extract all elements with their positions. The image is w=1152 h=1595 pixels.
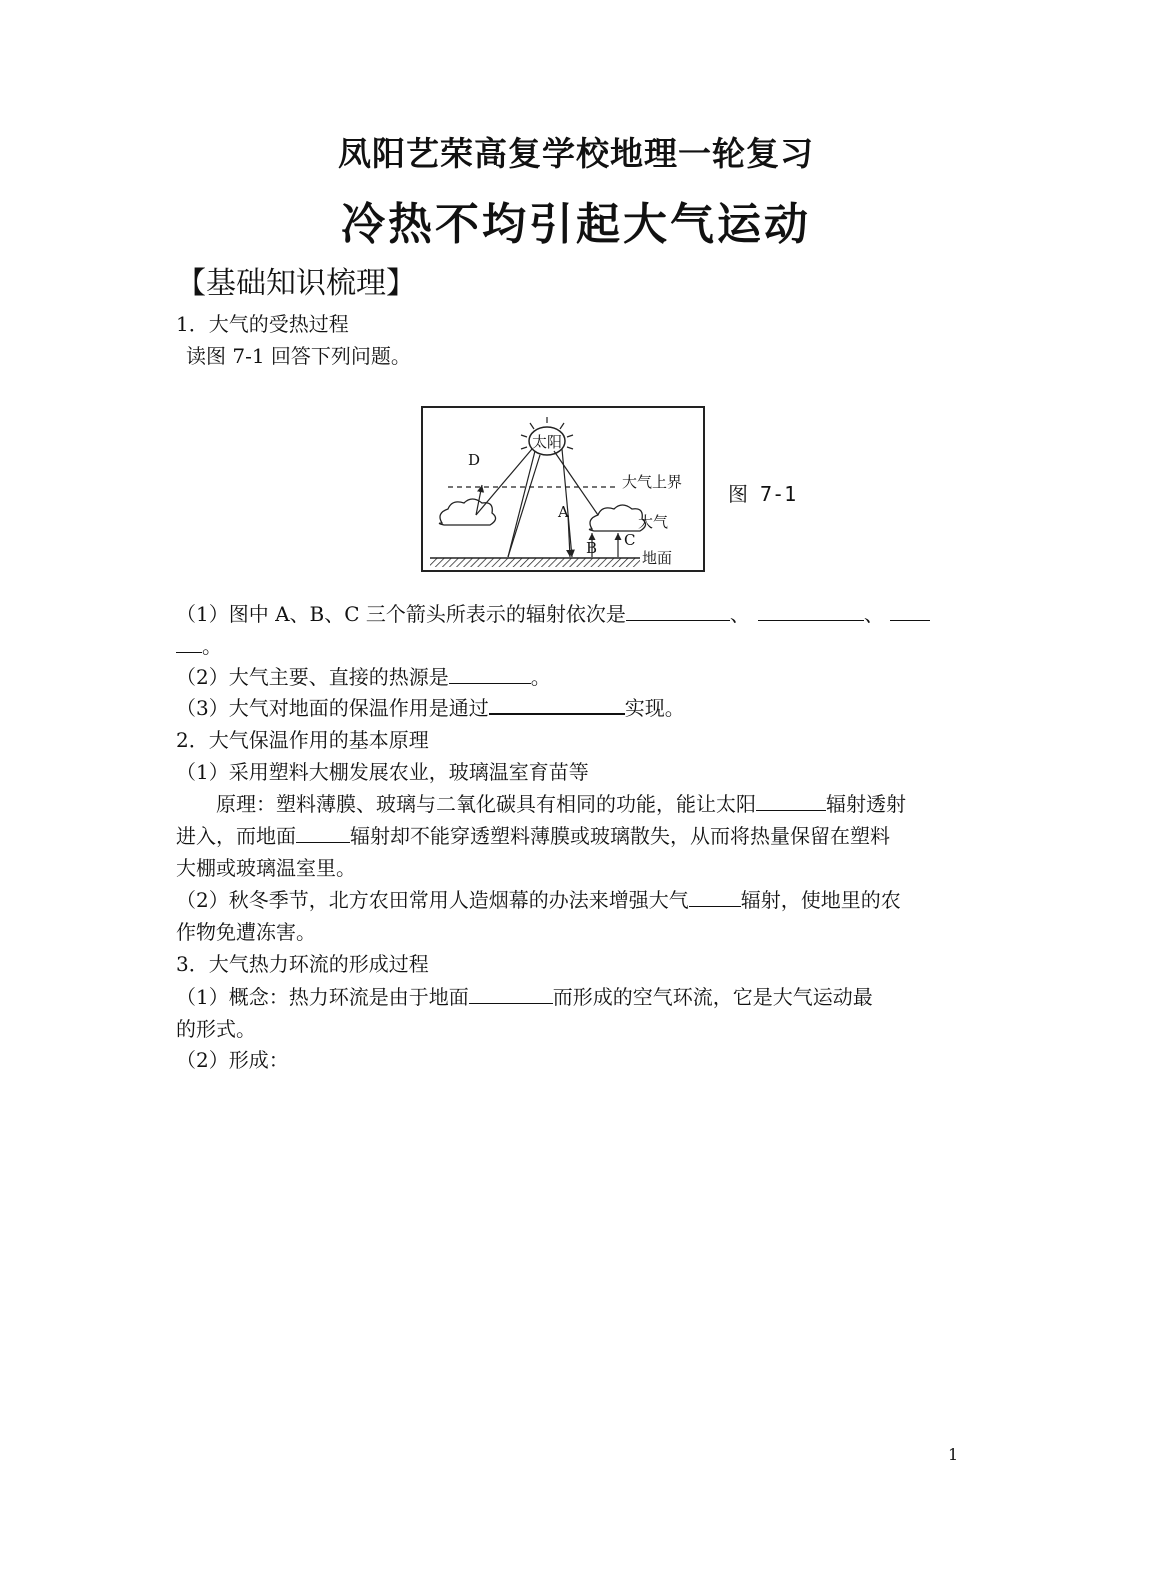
answer-blank[interactable]: [296, 822, 350, 843]
answer-blank[interactable]: [890, 600, 930, 621]
section-heading: 【基础知识梳理】: [176, 266, 416, 301]
figure-intro: 读图 7-1 回答下列问题。: [186, 344, 411, 368]
page-number: 1: [948, 1445, 959, 1464]
label-d: D: [468, 451, 481, 469]
label-b: B: [586, 539, 598, 557]
text: 进入，而地面: [176, 824, 296, 848]
answer-blank[interactable]: [469, 983, 553, 1004]
text: 而形成的空气环流，它是大气运动最: [552, 985, 873, 1009]
answer-blank[interactable]: [756, 790, 826, 811]
atmosphere-label: 大气: [638, 513, 669, 531]
upper-boundary-label: 大气上界: [622, 473, 683, 491]
item-3-1-line1: [176, 981, 873, 1013]
text: （2）秋冬季节，北方农田常用人造烟幕的办法来增强大气: [176, 888, 689, 912]
label-c: C: [624, 531, 636, 549]
question-text: 实现。: [624, 696, 685, 720]
text: 辐射，使地里的农: [740, 888, 901, 912]
atmosphere-heating-diagram: [420, 405, 710, 575]
question-1-2: [176, 661, 551, 693]
item-3-2: （2）形成：: [176, 1048, 289, 1072]
ground-hatch: [430, 558, 640, 567]
question-1-1-cont: [176, 630, 222, 662]
item-2-1-line3: 大棚或玻璃温室里。: [176, 856, 356, 880]
item-2-2-line2: 作物免遭冻害。: [176, 920, 316, 944]
answer-blank[interactable]: [758, 600, 864, 621]
school-title: 凤阳艺荣高复学校地理一轮复习: [338, 134, 814, 173]
text: 辐射却不能穿透塑料薄膜或玻璃散失，从而将热量保留在塑料: [350, 824, 890, 848]
period: 。: [530, 665, 551, 689]
answer-blank[interactable]: [689, 886, 741, 907]
label-a: A: [558, 503, 569, 521]
item-2-1-line2: [176, 820, 890, 852]
text: 辐射透射: [826, 792, 906, 816]
answer-blank[interactable]: [449, 663, 531, 684]
question-1-1: [176, 598, 930, 630]
question-1-3: [176, 692, 685, 724]
main-title: 冷热不均引起大气运动: [341, 199, 811, 250]
sun-label: 太阳: [531, 433, 563, 451]
text: 原理：塑料薄膜、玻璃与二氧化碳具有相同的功能，能让太阳: [216, 792, 756, 816]
question-text: （1）图中 A、B、C 三个箭头所表示的辐射依次是: [176, 602, 626, 626]
section-3-title: 3．大气热力环流的形成过程: [176, 952, 429, 976]
question-text: （3）大气对地面的保温作用是通过: [176, 696, 489, 720]
separator: 、: [729, 602, 750, 626]
figure-caption: 图 7-1: [728, 482, 797, 506]
item-2-1-line1: [216, 788, 906, 820]
section-2-title: 2．大气保温作用的基本原理: [176, 728, 429, 752]
item-2-2-line1: [176, 884, 901, 916]
ground-label: 地面: [642, 549, 673, 567]
answer-blank[interactable]: [626, 600, 730, 621]
text: （1）概念：热力环流是由于地面: [176, 985, 469, 1009]
section-1-title: 1．大气的受热过程: [176, 312, 349, 336]
answer-blank[interactable]: [176, 632, 202, 653]
answer-blank[interactable]: [489, 693, 625, 715]
question-text: （2）大气主要、直接的热源是: [176, 665, 449, 689]
item-3-1-line2: 的形式。: [176, 1017, 256, 1041]
period: 。: [202, 634, 222, 658]
separator: 、: [863, 602, 884, 626]
item-2-1-title: （1）采用塑料大棚发展农业，玻璃温室育苗等: [176, 760, 589, 784]
